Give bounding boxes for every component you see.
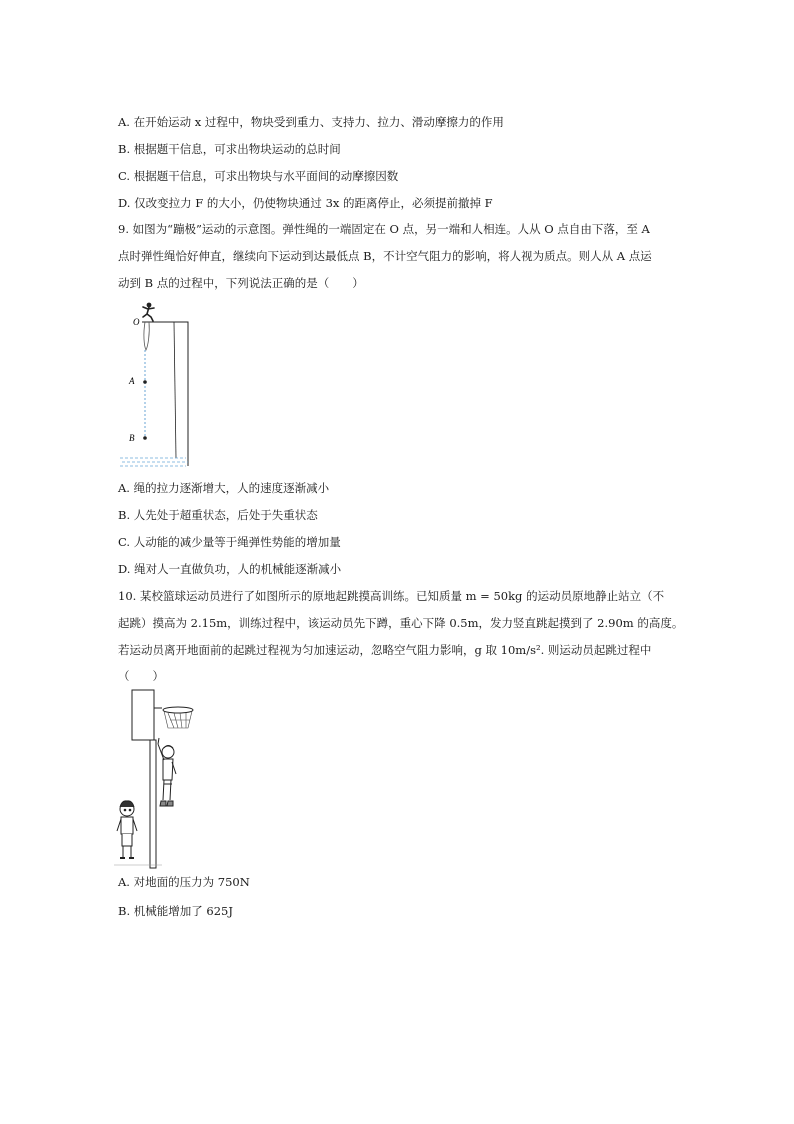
point-a — [143, 380, 147, 384]
backboard — [132, 690, 154, 740]
q10-option-b: B. 机械能增加了 625J — [118, 904, 233, 918]
water-surface — [120, 458, 188, 466]
standing-player-icon — [117, 801, 137, 858]
jumper-icon — [143, 303, 154, 321]
basket-hoop-icon — [154, 707, 193, 728]
q9-stem-line-2: 点时弹性绳恰好伸直，继续向下运动到达最低点 B，不计空气阻力的影响，将人视为质点。则人从 A 点运 — [118, 249, 652, 263]
label-o: O — [133, 317, 140, 327]
q8-option-d: D. 仅改变拉力 F 的大小，仍使物块通过 3x 的距离停止，必须提前撤掉 F — [118, 196, 493, 210]
hoop-pole — [150, 740, 156, 868]
label-a: A — [129, 376, 135, 386]
label-b: B — [129, 433, 135, 443]
q8-option-a: A. 在开始运动 x 过程中，物块受到重力、支持力、拉力、滑动摩擦力的作用 — [118, 115, 504, 129]
q10-stem-line-3: 若运动员离开地面前的起跳过程视为匀加速运动，忽略空气阻力影响，g 取 10m/s². 则运动员起跳过程中 — [118, 643, 652, 657]
q9-stem-line-1: 9. 如图为“蹦极”运动的示意图。弹性绳的一端固定在 O 点，另一端和人相连。人从 O 点自由下落，至 A — [118, 222, 650, 236]
q9-stem-line-3: 动到 B 点的过程中，下列说法正确的是（ ） — [118, 276, 364, 290]
q9-option-d: D. 绳对人一直做负功，人的机械能逐渐减小 — [118, 562, 342, 576]
point-b — [143, 436, 147, 440]
q10-stem-line-1: 10. 某校篮球运动员进行了如图所示的原地起跳摸高训练。已知质量 m = 50kg 的运动员原地静止站立（不 — [118, 589, 665, 603]
q10-option-a: A. 对地面的压力为 750N — [118, 875, 250, 889]
tower-side — [174, 322, 176, 458]
q10-stem-line-2: 起跳）摸高为 2.15m，训练过程中，该运动员先下蹲，重心下降 0.5m，发力竖直跳起摸到了 2.90m 的高度。 — [118, 616, 684, 630]
bungee-figure — [116, 298, 196, 477]
jump-platform — [142, 322, 188, 466]
q8-option-c: C. 根据题干信息，可求出物块与水平面间的动摩擦因数 — [118, 169, 399, 183]
q9-option-b: B. 人先处于超重状态，后处于失重状态 — [118, 508, 318, 522]
q9-option-a: A. 绳的拉力逐渐增大，人的速度逐渐减小 — [118, 481, 330, 495]
jumping-player-icon — [158, 738, 176, 806]
basketball-figure — [112, 688, 202, 874]
elastic-cord — [144, 322, 149, 350]
q9-option-c: C. 人动能的减少量等于绳弹性势能的增加量 — [118, 535, 341, 549]
q10-stem-line-4: （ ） — [118, 669, 164, 683]
q8-option-b: B. 根据题干信息，可求出物块运动的总时间 — [118, 142, 341, 156]
